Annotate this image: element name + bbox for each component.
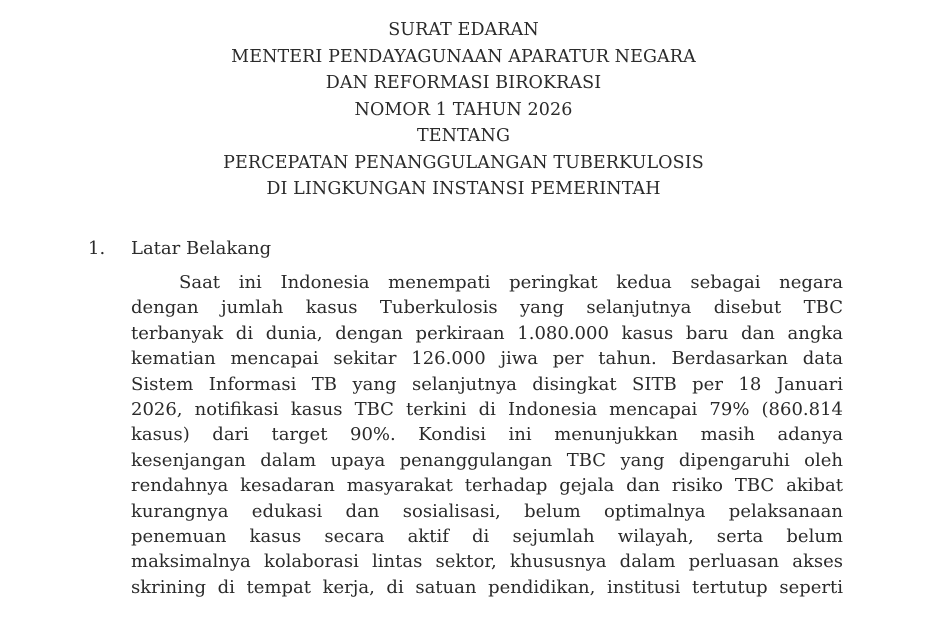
- header-line-reformasi: DAN REFORMASI BIROKRASI: [325, 73, 602, 93]
- paragraph-line: Sistem Informasi TB yang selanjutnya disingkat SITB per 18 Januari: [131, 373, 843, 395]
- section-number: 1.: [88, 238, 106, 259]
- header-line-tentang: TENTANG: [416, 126, 511, 146]
- header-line-surat-edaran: SURAT EDARAN: [388, 20, 539, 40]
- paragraph-line: kasus) dari target 90%. Kondisi ini menunjukkan masih adanya: [131, 424, 843, 446]
- header-line-subject-1: PERCEPATAN PENANGGULANGAN TUBERKULOSIS: [223, 152, 704, 173]
- section-title: Latar Belakang: [131, 238, 272, 259]
- paragraph-line: Saat ini Indonesia menempati peringkat kedua sebagai negara: [179, 272, 843, 293]
- paragraph-line: skrining di tempat kerja, di satuan pendidikan, institusi tertutup seperti: [131, 576, 843, 598]
- paragraph-line: rendahnya kesadaran masyarakat terhadap gejala dan risiko TBC akibat: [131, 475, 843, 497]
- paragraph-line: 2026, notifikasi kasus TBC terkini di Indonesia mencapai 79% (860.814: [131, 398, 843, 420]
- header-line-subject-2: DI LINGKUNGAN INSTANSI PEMERINTAH: [266, 179, 661, 199]
- section-paragraph: [131, 270, 843, 600]
- document-header: [0, 17, 927, 203]
- header-line-menteri: MENTERI PENDAYAGUNAAN APARATUR NEGARA: [231, 46, 696, 67]
- paragraph-line: kesenjangan dalam upaya penanggulangan TBC yang dipengaruhi oleh: [131, 449, 843, 471]
- paragraph-line: kematian mencapai sekitar 126.000 jiwa per tahun. Berdasarkan data: [131, 348, 843, 370]
- paragraph-line: dengan jumlah kasus Tuberkulosis yang selanjutnya disebut TBC: [131, 297, 843, 319]
- paragraph-line: maksimalnya kolaborasi lintas sektor, khususnya dalam perluasan akses: [131, 551, 843, 573]
- paragraph-line: kurangnya edukasi dan sosialisasi, belum optimalnya pelaksanaan: [131, 500, 843, 522]
- paragraph-line: terbanyak di dunia, dengan perkiraan 1.080.000 kasus baru dan angka: [131, 322, 843, 344]
- header-line-nomor: NOMOR 1 TAHUN 2026: [354, 99, 573, 120]
- paragraph-line: penemuan kasus secara aktif di sejumlah wilayah, serta belum: [131, 525, 843, 547]
- section-heading: [88, 236, 271, 262]
